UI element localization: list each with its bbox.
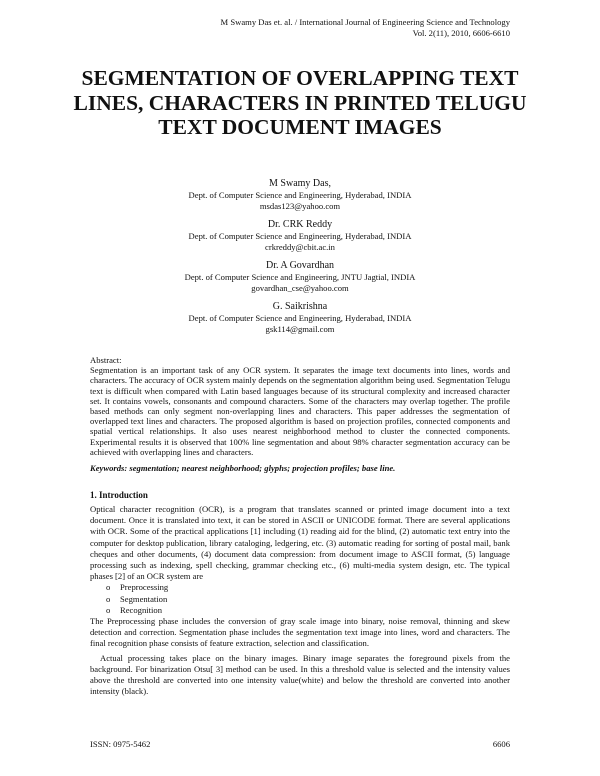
author-email: msdas123@yahoo.com [259, 200, 341, 211]
author-block [120, 178, 480, 342]
paper-title: SEGMENTATION OF OVERLAPPING TEXT LINES, CHARACTERS IN PRINTED TELUGU TEXT DOCUMENT IMAGES [73, 66, 527, 139]
abstract-label: Abstract: [90, 355, 122, 365]
intro-paragraph: Actual processing takes place on the binary images. Binary image separates the foreground pixels from the background. For binarization Otsu[ 3] method can be used. In this a threshold value is selected and the intensity values above the threshold are converted into one intensity value(white) and below the threshold are converted into another intensity (black). [90, 652, 510, 697]
bullet-marker: o [106, 593, 111, 604]
list-item [90, 582, 510, 593]
author-affiliation: Dept. of Computer Science and Engineering, JNTU Jagtial, INDIA [184, 272, 416, 282]
author-name: Dr. A Govardhan [265, 260, 335, 271]
author-entry [120, 219, 480, 252]
section-heading-introduction: 1. Introduction [90, 490, 148, 500]
list-item [90, 605, 510, 616]
ocr-phase-list [90, 582, 510, 616]
author-entry [120, 260, 480, 293]
abstract-section [90, 355, 510, 473]
running-header [110, 17, 510, 39]
phase-label: Segmentation [120, 593, 168, 604]
introduction-body [90, 504, 510, 697]
author-affiliation: Dept. of Computer Science and Engineering, Hyderabad, INDIA [188, 231, 412, 241]
bullet-marker: o [106, 604, 111, 615]
bullet-marker: o [106, 582, 111, 593]
footer-issn: ISSN: 0975-5462 [90, 739, 151, 749]
header-volume: Vol. 2(11), 2010, 6606-6610 [412, 28, 510, 38]
header-citation: M Swamy Das et. al. / International Journal of Engineering Science and Technology [220, 17, 510, 27]
author-name: G. Saikrishna [272, 301, 328, 312]
author-affiliation: Dept. of Computer Science and Engineering, Hyderabad, INDIA [188, 190, 412, 200]
phase-label: Recognition [120, 604, 163, 615]
author-affiliation: Dept. of Computer Science and Engineering, Hyderabad, INDIA [188, 313, 412, 323]
intro-paragraph: Optical character recognition (OCR), is a program that translates scanned or printed image document into a text document. Once it is translated into text, it can be stored in ASCII or UNICODE format. There are several applications with OCR. Some of the practical applications [1] including (1) reading aid for the blind, (2) automatic text entry into the computer for desktop publication, library cataloging, ledgering, etc. (3) automatic reading for sorting of postal mail, bank cheques and other documents, (4) document data compression: from document image to ASCII format, (5) language processing such as indexing, spell checking, grammar checking etc., (6) multi-media system design, etc. The typical phases [2] of an OCR system are [90, 504, 510, 582]
author-entry [120, 301, 480, 334]
abstract-text: Segmentation is an important task of any OCR system. It separates the image text documents into lines, words and characters. The accuracy of OCR system mainly depends on the segmentation algorithm being used. Segmentation Telugu text is difficult when compared with Latin based languages because of its structural complexity and increased character set. It contains vowels, consonants and compound characters. Some of the characters may overlap together. The profile based methods can only segment non-overlapping lines and characters. This paper addresses the segmentation of overlapped text lines and characters. The proposed algorithm is based on projection profiles, connected components and spatial vertical relationships. It also uses nearest neighborhood method to cluster the connected components. Experimental results it is observed that 100% line segmentation and about 98% character segmentation accuracy can be achieved with overlapping lines and characters. [90, 365, 510, 457]
intro-paragraph: The Preprocessing phase includes the conversion of gray scale image into binary, noise removal, thinning and skew detection and correction. Segmentation phase includes the segmentation text image into lines, word and characters. The final recognition phase consists of feature extraction, selection and classification. [90, 616, 510, 649]
phase-label: Preprocessing [120, 582, 169, 593]
author-name: M Swamy Das, [269, 178, 331, 189]
keywords: Keywords: segmentation; nearest neighborhood; glyphs; projection profiles; base line. [90, 463, 396, 474]
list-item [90, 594, 510, 605]
footer-page-number: 6606 [492, 739, 510, 749]
author-entry [120, 178, 480, 211]
author-email: gsk114@gmail.com [265, 323, 335, 334]
author-email: govardhan_cse@yahoo.com [251, 282, 349, 293]
author-email: crkreddy@cbit.ac.in [265, 241, 335, 252]
author-name: Dr. CRK Reddy [267, 219, 333, 230]
